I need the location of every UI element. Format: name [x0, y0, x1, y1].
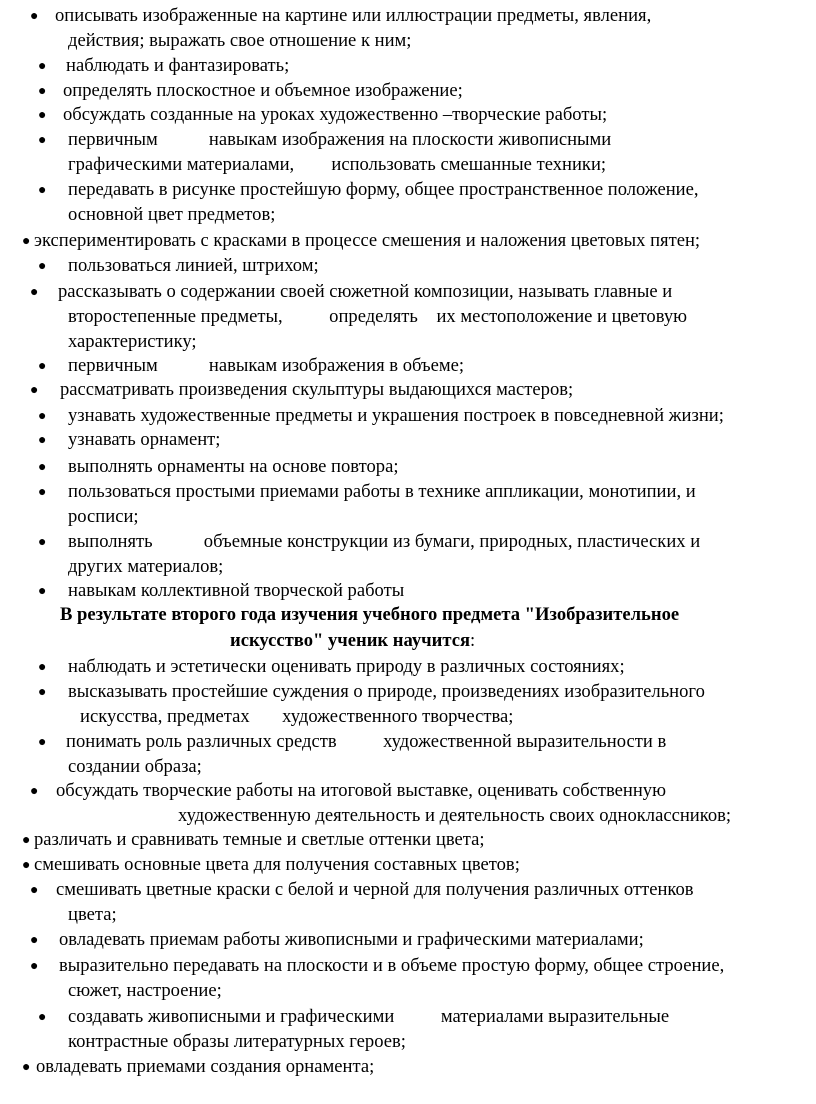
list-item-text-line: графическими материалами, использовать смешанные техники; — [68, 154, 607, 175]
bullet-icon: ● — [38, 433, 47, 448]
list-item-text-line: искусства, предметах художественного творчества; — [80, 706, 514, 727]
bullet-icon: ● — [22, 234, 31, 249]
list-item-text-line: узнавать орнамент; — [68, 429, 221, 450]
list-item-text-line: узнавать художественные предметы и украшения построек в повседневной жизни; — [68, 405, 724, 426]
list-item-text-line: наблюдать и фантазировать; — [66, 55, 290, 76]
list-item-text-line: росписи; — [68, 506, 139, 527]
bullet-icon: ● — [38, 660, 47, 675]
list-item-text-line: передавать в рисунке простейшую форму, общее пространственное положение, — [68, 179, 699, 200]
list-item-text-line: второстепенные предметы, определять их местоположение и цветовую — [68, 306, 688, 327]
bullet-icon: ● — [38, 460, 47, 475]
bullet-icon: ● — [38, 735, 47, 750]
list-item-text-line: пользоваться простыми приемами работы в технике аппликации, монотипии, и — [68, 481, 696, 502]
section-heading-line-2 — [230, 632, 475, 651]
bullet-icon: ● — [30, 933, 39, 948]
list-item-text-line: различать и сравнивать темные и светлые оттенки цвета; — [34, 829, 485, 850]
list-item-text-line: рассматривать произведения скульптуры выдающихся мастеров; — [60, 379, 574, 400]
list-item-text-line: высказывать простейшие суждения о природе, произведениях изобразительного — [68, 681, 705, 702]
bullet-icon: ● — [38, 535, 47, 550]
list-item-text-line: обсуждать творческие работы на итоговой выставке, оценивать собственную — [56, 780, 666, 801]
list-item-text-line: наблюдать и эстетически оценивать природу в различных состояниях; — [68, 656, 625, 677]
list-item-text-line: пользоваться линией, штрихом; — [68, 255, 319, 276]
bullet-icon: ● — [22, 858, 31, 873]
list-item-text-line: других материалов; — [68, 556, 224, 577]
list-item-text-line: действия; выражать свое отношение к ним; — [68, 30, 412, 51]
bullet-icon: ● — [38, 183, 47, 198]
section-heading-line-1: В результате второго года изучения учебного предмета "Изобразительное — [60, 604, 680, 625]
list-item-text-line: художественную деятельность и деятельность своих одноклассников; — [178, 805, 732, 826]
list-item-text-line: первичным навыкам изображения на плоскости живописными — [68, 129, 612, 150]
bullet-icon: ● — [38, 59, 47, 74]
list-item-text-line: определять плоскостное и объемное изображение; — [63, 80, 463, 101]
bullet-icon: ● — [30, 883, 39, 898]
list-item-text-line: овладевать приемам работы живописными и графическими материалами; — [59, 929, 644, 950]
list-item-text-line: выразительно передавать на плоскости и в объеме простую форму, общее строение, — [59, 955, 725, 976]
list-item-text-line: рассказывать о содержании своей сюжетной композиции, называть главные и — [58, 281, 673, 302]
list-item-text-line: смешивать цветные краски с белой и черной для получения различных оттенков — [56, 879, 694, 900]
list-item-text-line: характеристику; — [68, 331, 197, 352]
bullet-icon: ● — [38, 259, 47, 274]
list-item-text-line: сюжет, настроение; — [68, 980, 222, 1001]
list-item-text-line: выполнять орнаменты на основе повтора; — [68, 456, 399, 477]
bullet-icon: ● — [38, 84, 47, 99]
list-item-text-line: основной цвет предметов; — [68, 204, 276, 225]
list-item-text-line: первичным навыкам изображения в объеме; — [68, 355, 465, 376]
list-item-text-line: навыкам коллективной творческой работы — [68, 580, 405, 601]
bullet-icon: ● — [38, 584, 47, 599]
bullet-icon: ● — [38, 409, 47, 424]
list-item-text-line: обсуждать созданные на уроках художественно –творческие работы; — [63, 104, 608, 125]
bullet-icon: ● — [30, 784, 39, 799]
list-item-text-line: понимать роль различных средств художественной выразительности в — [66, 731, 667, 752]
list-item-text-line: создании образа; — [68, 756, 202, 777]
section-heading-text: искусство" ученик научится — [230, 630, 471, 651]
bullet-icon: ● — [38, 133, 47, 148]
list-item-text-line: описывать изображенные на картине или иллюстрации предметы, явления, — [55, 5, 652, 26]
list-item-text-line: выполнять объемные конструкции из бумаги, природных, пластических и — [68, 531, 701, 552]
list-item-text-line: овладевать приемами создания орнамента; — [36, 1056, 375, 1077]
bullet-icon: ● — [22, 833, 31, 848]
bullet-icon: ● — [30, 383, 39, 398]
section-heading-colon: : — [470, 630, 476, 651]
bullet-icon: ● — [38, 359, 47, 374]
bullet-icon: ● — [38, 108, 47, 123]
bullet-icon: ● — [30, 959, 39, 974]
bullet-icon: ● — [30, 285, 39, 300]
bullet-icon: ● — [38, 1010, 47, 1025]
list-item-text-line: создавать живописными и графическими материалами выразительные — [68, 1006, 670, 1027]
list-item-text-line: экспериментировать с красками в процессе смешения и наложения цветовых пятен; — [34, 230, 701, 251]
bullet-icon: ● — [22, 1060, 31, 1075]
list-item-text-line: контрастные образы литературных героев; — [68, 1031, 406, 1052]
list-item-text-line: смешивать основные цвета для получения составных цветов; — [34, 854, 520, 875]
bullet-icon: ● — [38, 485, 47, 500]
bullet-icon: ● — [38, 685, 47, 700]
bullet-icon: ● — [30, 9, 39, 24]
list-item-text-line: цвета; — [68, 904, 117, 925]
